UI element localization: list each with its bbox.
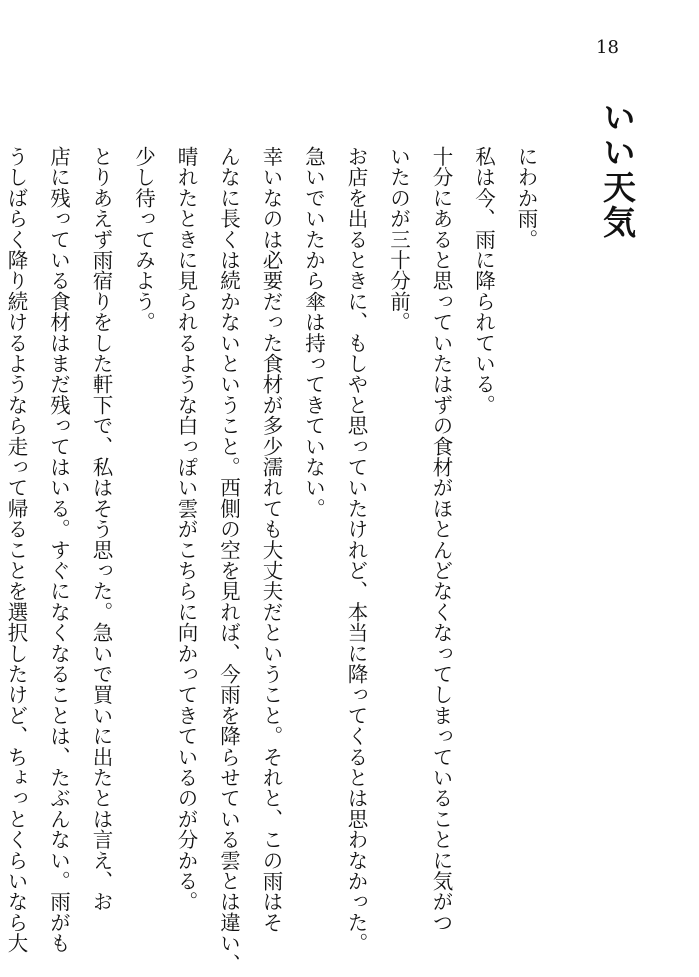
text-line: にわか雨。 — [514, 146, 538, 250]
text-line: 少し待ってみよう。 — [131, 146, 156, 333]
text-line: 幸いなのは必要だった食材が多少濡れても大丈夫だということ。それと、この雨はそ — [259, 146, 283, 933]
text-line: 店に残っている食材はまだ残ってはいる。すぐになくなることは、たぶんない。雨がも — [46, 146, 71, 954]
text-line: うしばらく降り続けるようなら走って帰ることを選択したけど、ちょっとくらいなら大 — [4, 146, 28, 954]
text-line: 晴れたときに見られるような白っぽい雲がこちらに向かってきているのが分かる。 — [174, 146, 198, 912]
text-line: いたのが三十分前。 — [386, 146, 411, 333]
text-line: 十分にあると思っていたはずの食材がほとんどなくなってしまっていることに気がつ — [429, 146, 453, 933]
text-line: んなに長くは続かないということ。西側の空を見れば、今雨を降らせている雲とは違い、 — [216, 146, 241, 974]
body-text — [0, 146, 547, 974]
text-line: 私は今、雨に降られている。 — [471, 146, 496, 416]
page-number: 18 — [596, 37, 619, 58]
text-line: とりあえず雨宿りをした軒下で、私はそう思った。急いで買いに出たとは言え、お — [89, 146, 113, 912]
chapter-title: いい天気 — [598, 100, 637, 240]
text-line: 急いでいたから傘は持ってきていない。 — [301, 146, 326, 519]
text-line: お店を出るときに、もしやと思っていたけれど、本当に降ってくるとは思わなかった。 — [344, 146, 368, 954]
